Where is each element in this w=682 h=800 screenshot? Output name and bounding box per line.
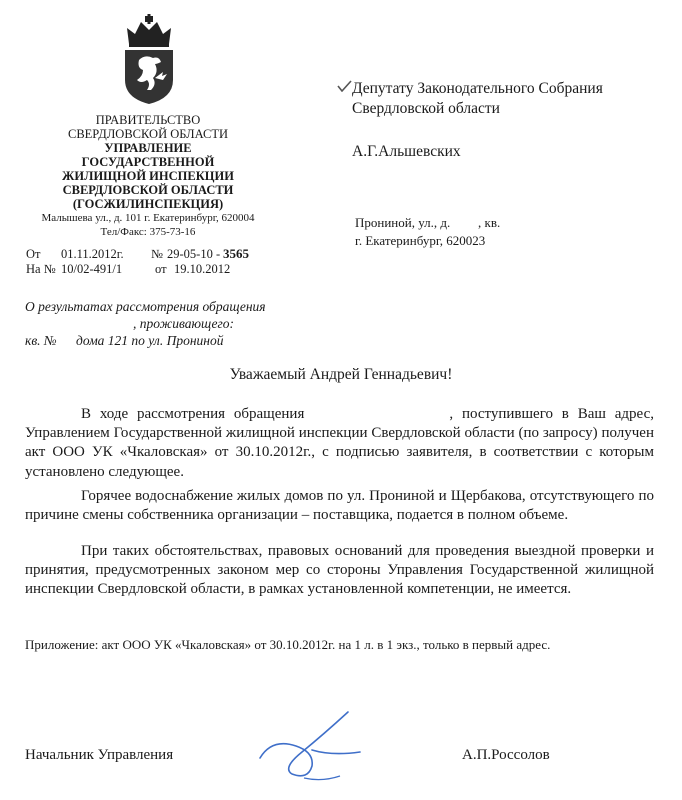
addressee-title-1: Депутату Законодательного Собрания [352, 80, 603, 97]
paragraph-3-text: При таких обстоятельствах, правовых оснований для проведения выездной проверки и принятия, предусмотренных законом мер со стороны Управления Государственной жилищной инспекции Свердловской области, в рамках установленной компетенции, не имеется. [25, 543, 654, 598]
sender-address: Малышева ул., д. 101 г. Екатеринбург, 620004 [41, 212, 255, 224]
coat-of-arms-icon [115, 14, 183, 106]
reg-ref-label: На № [26, 262, 56, 276]
reg-from-label: От [26, 247, 41, 261]
reg-ref-from-label: от [155, 262, 167, 276]
addressee-street: Прониной, ул., д. [355, 215, 451, 230]
addressee-title-2: Свердловской области [352, 100, 500, 117]
greeting: Уважаемый Андрей Геннадьевич! [229, 366, 453, 383]
checkmark-icon [337, 80, 352, 92]
attachment-note: Приложение: акт ООО УК «Чкаловская» от 30.10.2012г. на 1 л. в 1 экз., только в первый адрес. [25, 637, 551, 652]
addressee-city: г. Екатеринбург, 620023 [355, 233, 486, 248]
addressee-name: А.Г.Альшевских [352, 143, 461, 160]
sender-department-abbr: (ГОСЖИЛИНСПЕКЦИЯ) [72, 197, 224, 211]
sender-government: ПРАВИТЕЛЬСТВО [95, 113, 201, 127]
paragraph-1-start: В ходе рассмотрения обращения [81, 406, 305, 422]
paragraph-1-rest: , поступившего в Ваш адрес, Управлением Государственной жилищной инспекции Свердловской области (по запросу) получен акт ООО УК «Чкаловская» от 30.10.2012г., с подписью заявителя, в соответствии с которым установлено следующее. [25, 406, 654, 480]
subject-line-1: О результатах рассмотрения обращения [25, 299, 266, 314]
sender-region: СВЕРДЛОВСКОЙ ОБЛАСТИ [67, 127, 228, 141]
sender-department-4: СВЕРДЛОВСКОЙ ОБЛАСТИ [62, 183, 234, 197]
sender-phone: Тел/Факс: 375-73-16 [100, 226, 196, 238]
sender-department-1: УПРАВЛЕНИЕ [104, 141, 192, 155]
signatory-name: А.П.Россолов [462, 747, 550, 763]
reg-number-prefix: 29-05-10 - [167, 247, 221, 261]
reg-number: 3565 [223, 246, 249, 261]
reg-number-label: № [151, 247, 163, 261]
sender-department-2: ГОСУДАРСТВЕННОЙ [81, 155, 215, 169]
signatory-position: Начальник Управления [25, 747, 174, 763]
reg-ref-number: 10/02-491/1 [61, 262, 123, 276]
paragraph-2-text: Горячее водоснабжение жилых домов по ул. Прониной и Щербакова, отсутствующего по причине смены собственника организации – поставщика, подается в полном объеме. [25, 488, 654, 524]
subject-apartment-label: кв. № [25, 333, 57, 348]
handwritten-signature [252, 708, 367, 788]
reg-ref-date: 19.10.2012 [174, 262, 231, 276]
paragraph-2 [25, 487, 654, 525]
reg-from-date: 01.11.2012г. [61, 247, 124, 261]
paragraph-3 [25, 542, 654, 600]
paragraph-1 [25, 405, 654, 482]
sender-department-3: ЖИЛИЩНОЙ ИНСПЕКЦИИ [62, 169, 234, 183]
subject-line-2: , проживающего: [133, 316, 235, 331]
subject-house: дома 121 по ул. Прониной [76, 333, 224, 348]
addressee-apartment: , кв. [478, 215, 501, 230]
